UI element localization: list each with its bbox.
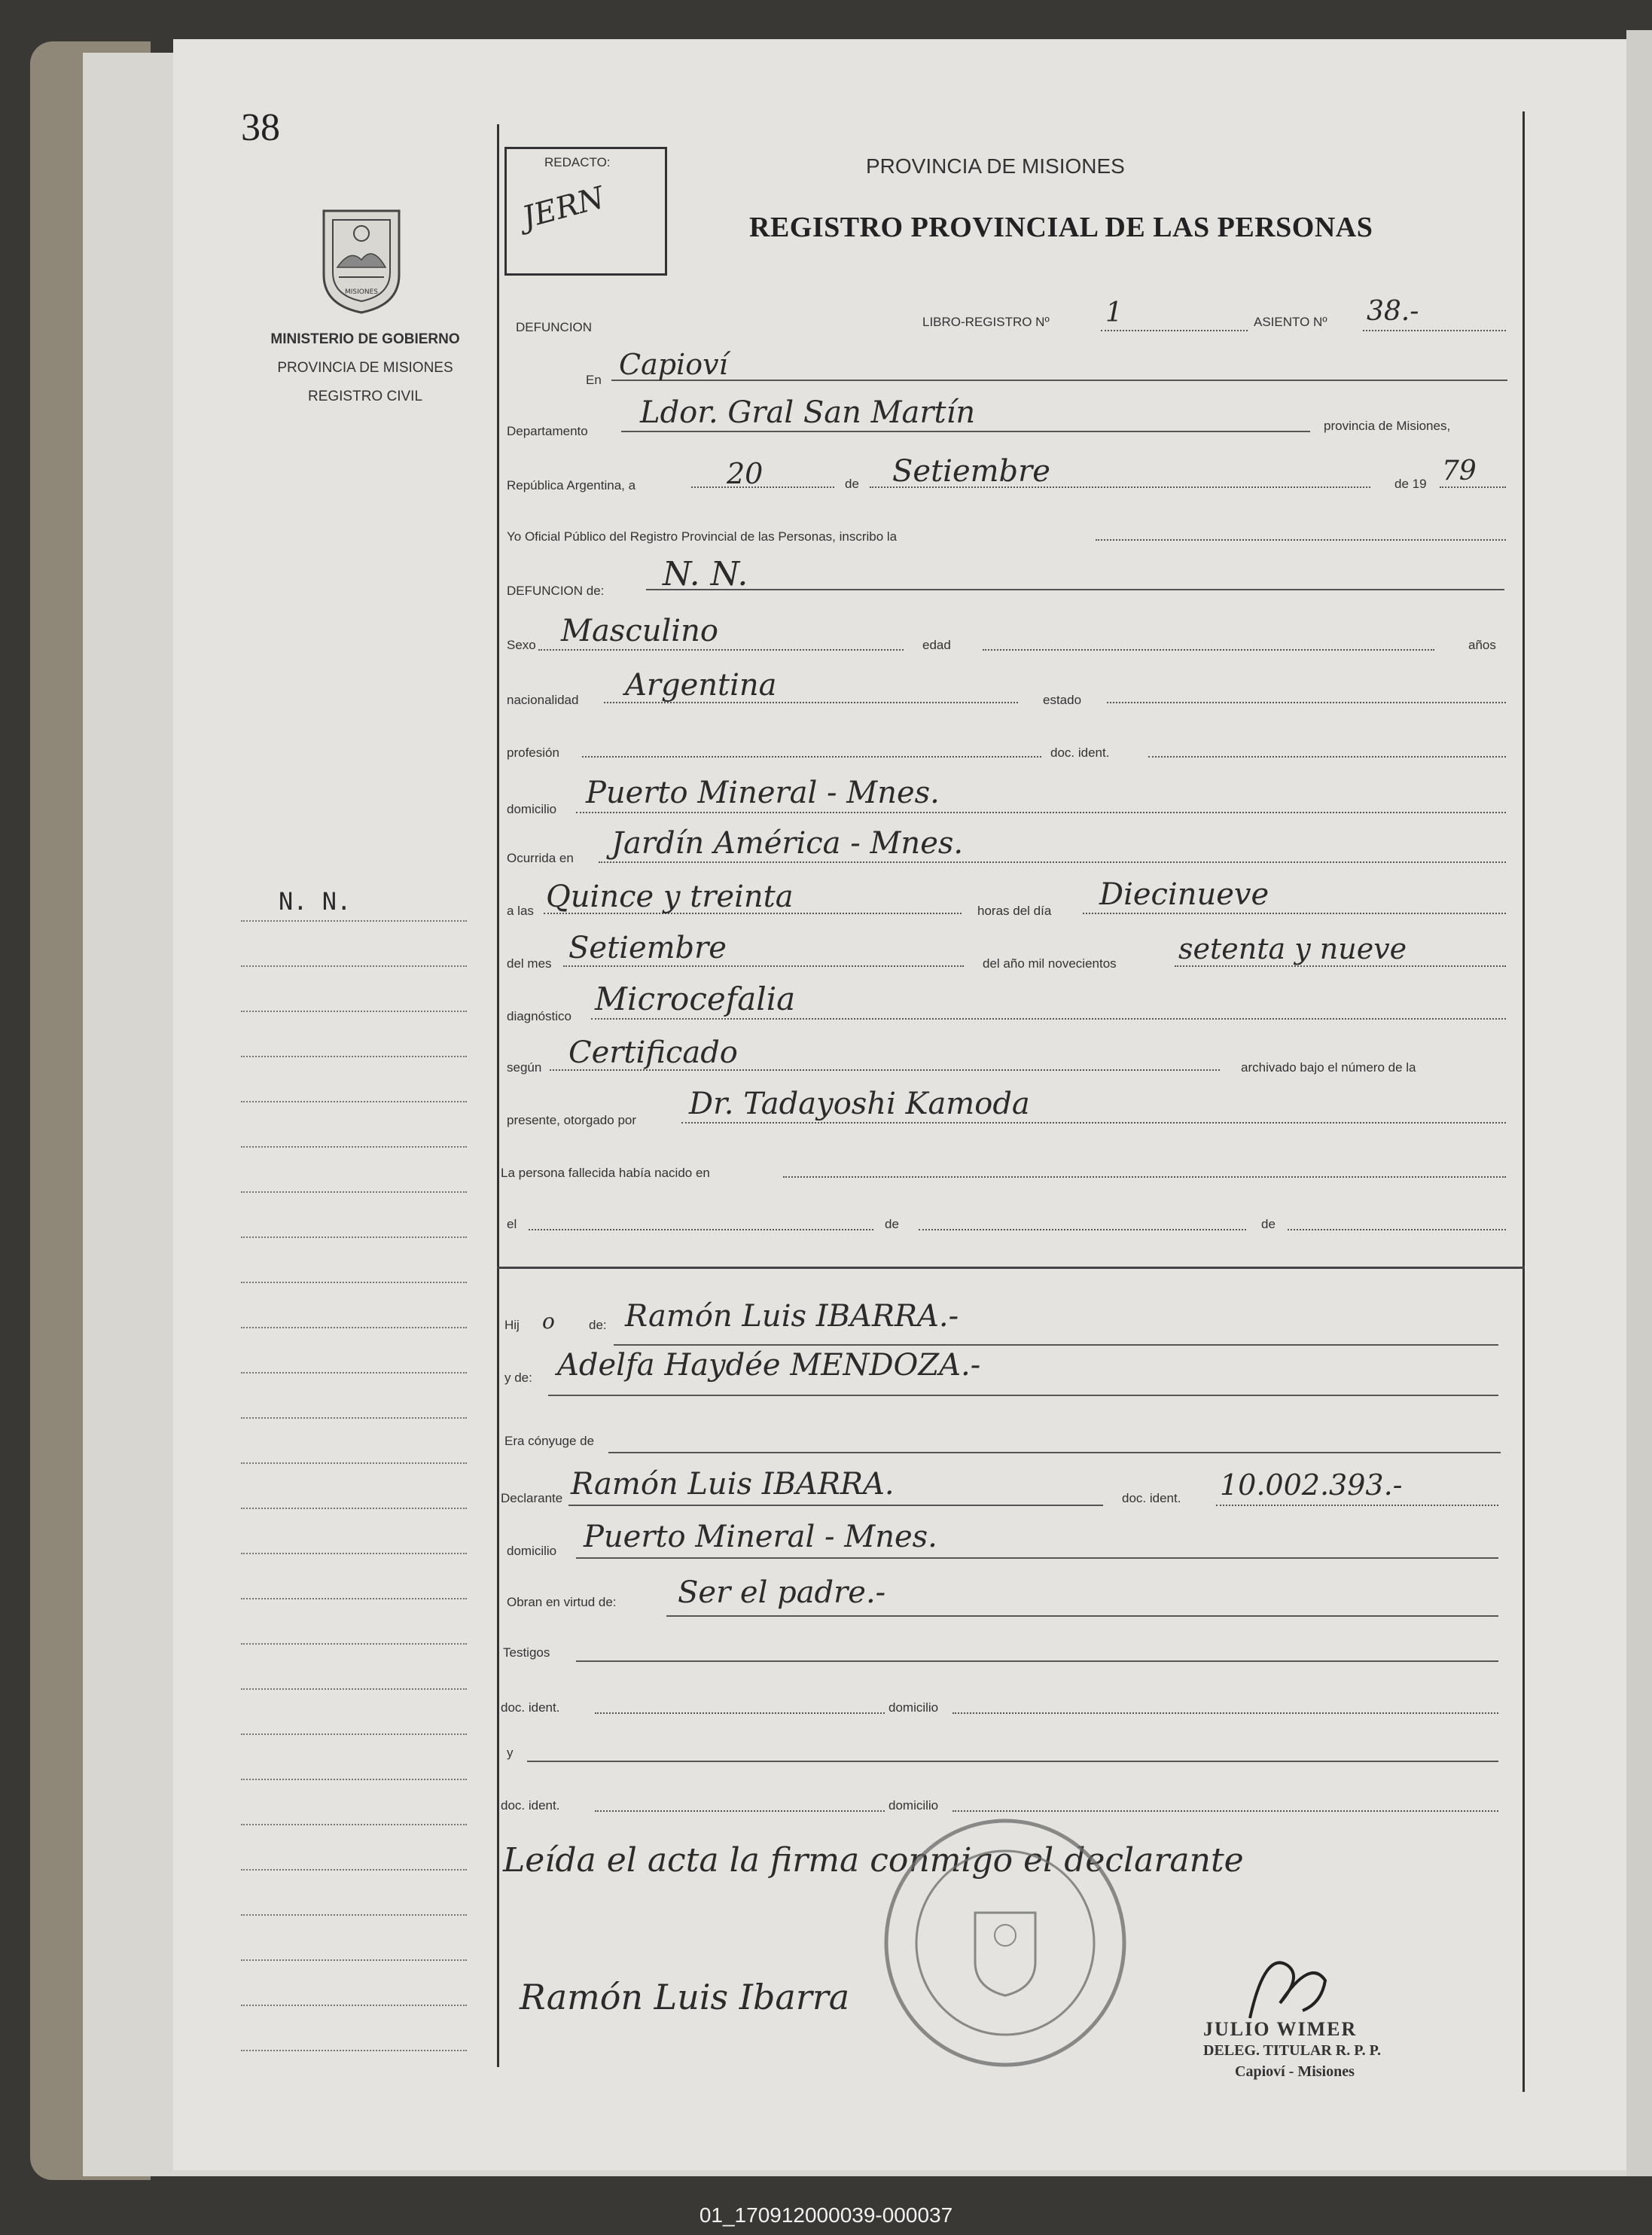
domicilio3-label: domicilio bbox=[888, 1700, 939, 1715]
presente-value: Dr. Tadayoshi Kamoda bbox=[689, 1087, 1030, 1121]
testigos-label: Testigos bbox=[503, 1645, 550, 1660]
obran-line bbox=[666, 1615, 1498, 1617]
redacto-box bbox=[504, 147, 667, 276]
ministry-name: MINISTERIO DE GOBIERNO bbox=[270, 331, 460, 347]
domicilio4-line bbox=[952, 1810, 1498, 1812]
defuncion-de-line bbox=[646, 589, 1504, 590]
declarante-line bbox=[568, 1505, 1103, 1506]
a-las-value: Quince y treinta bbox=[546, 880, 794, 914]
anio-line bbox=[1175, 965, 1506, 967]
margin-rule bbox=[241, 1327, 467, 1328]
record-type: DEFUNCION bbox=[516, 320, 593, 334]
domicilio2-line bbox=[576, 1557, 1498, 1559]
de-label-3: de bbox=[1261, 1217, 1276, 1231]
margin-rule bbox=[241, 1282, 467, 1283]
doc-ident2-label: doc. ident. bbox=[501, 1700, 560, 1715]
conyuge-label: Era cónyuge de bbox=[504, 1434, 595, 1448]
diagnostico-label: diagnóstico bbox=[507, 1009, 572, 1023]
en-line bbox=[611, 380, 1507, 381]
en-label: En bbox=[586, 373, 602, 387]
diagnostico-line bbox=[591, 1018, 1506, 1020]
margin-rule bbox=[241, 1236, 467, 1238]
nacido-month-line bbox=[919, 1229, 1246, 1230]
year-value: 79 bbox=[1442, 456, 1477, 486]
margin-rule bbox=[241, 1553, 467, 1554]
domicilio-value: Puerto Mineral - Mnes. bbox=[586, 776, 940, 810]
shield-label: MISIONES bbox=[344, 288, 379, 296]
official-place: Capioví - Misiones bbox=[1235, 2063, 1355, 2080]
horas-value: Diecinueve bbox=[1099, 877, 1269, 912]
margin-rule bbox=[241, 1869, 467, 1871]
margin-rule bbox=[241, 1011, 467, 1012]
y-de-line bbox=[548, 1395, 1498, 1396]
yo-oficial-text: Yo Oficial Público del Registro Provincial de las Personas, inscribo la bbox=[507, 529, 898, 544]
margin-rule bbox=[241, 1508, 467, 1509]
month-value: Setiembre bbox=[892, 454, 1050, 489]
de-label: de bbox=[845, 477, 859, 491]
doc-ident3-line bbox=[595, 1810, 885, 1812]
asiento-value: 38.- bbox=[1367, 296, 1419, 327]
declarante-doc-label: doc. ident. bbox=[1122, 1491, 1181, 1505]
registry-title: REGISTRO PROVINCIAL DE LAS PERSONAS bbox=[749, 212, 1373, 243]
y-de-value: Adelfa Haydée MENDOZA.- bbox=[557, 1348, 981, 1383]
official-name: JULIO WIMER bbox=[1203, 2018, 1358, 2040]
ocurrida-label: Ocurrida en bbox=[507, 851, 574, 865]
libro-label: LIBRO-REGISTRO Nº bbox=[922, 315, 1050, 329]
ministry-block bbox=[241, 331, 489, 417]
asiento-line bbox=[1363, 330, 1506, 331]
horas-line bbox=[1083, 913, 1506, 914]
margin-rule bbox=[241, 1824, 467, 1825]
redacto-value: JERN bbox=[518, 180, 608, 236]
hijo-suffix: o bbox=[542, 1309, 555, 1334]
anio-value: setenta y nueve bbox=[1178, 932, 1407, 965]
domicilio-line bbox=[576, 812, 1506, 813]
doc-ident2-line bbox=[595, 1712, 885, 1714]
day-value: 20 bbox=[727, 457, 764, 490]
closing-text: Leída el acta la firma conmigo el declarante bbox=[503, 1841, 1244, 1880]
del-mes-line bbox=[563, 965, 964, 967]
hijo-de-line bbox=[614, 1344, 1498, 1346]
official-title: DELEG. TITULAR R. P. P. bbox=[1203, 2042, 1381, 2059]
coat-of-arms-icon bbox=[316, 203, 407, 316]
presente-label: presente, otorgado por bbox=[507, 1113, 637, 1127]
form-right-rule bbox=[1522, 111, 1525, 2092]
y-de-label: y de: bbox=[504, 1371, 532, 1385]
profesion-label: profesión bbox=[507, 746, 559, 760]
margin-rule bbox=[241, 1191, 467, 1193]
domicilio-label: domicilio bbox=[507, 802, 557, 816]
ministry-province: PROVINCIA DE MISIONES bbox=[277, 360, 453, 376]
obran-label: Obran en virtud de: bbox=[507, 1595, 617, 1609]
margin-rule bbox=[241, 1056, 467, 1057]
defuncion-de-label: DEFUNCION de: bbox=[507, 584, 605, 598]
margin-rule bbox=[241, 920, 467, 922]
y-label: y bbox=[507, 1746, 514, 1760]
domicilio4-label: domicilio bbox=[888, 1798, 939, 1813]
hijo-label: Hij bbox=[504, 1318, 520, 1332]
next-page-edge bbox=[1626, 30, 1652, 2176]
nacionalidad-value: Argentina bbox=[625, 668, 777, 703]
section-divider bbox=[497, 1267, 1525, 1269]
presente-line bbox=[681, 1122, 1506, 1124]
margin-rule bbox=[241, 2050, 467, 2051]
nacido-line bbox=[783, 1176, 1506, 1178]
page-number: 38 bbox=[241, 106, 280, 149]
margin-rule bbox=[241, 1779, 467, 1780]
estado-line bbox=[1107, 702, 1506, 703]
ocurrida-value: Jardín América - Mnes. bbox=[611, 826, 964, 861]
asiento-label: ASIENTO Nº bbox=[1254, 315, 1327, 329]
domicilio3-line bbox=[952, 1712, 1498, 1714]
segun-value: Certificado bbox=[568, 1035, 738, 1070]
estado-label: estado bbox=[1043, 693, 1082, 707]
footer-caption: 01_170912000039-000037 bbox=[699, 2203, 953, 2227]
libro-value: 1 bbox=[1105, 297, 1123, 328]
yo-oficial-line bbox=[1096, 539, 1506, 541]
obran-value: Ser el padre.- bbox=[678, 1575, 886, 1610]
archivado-label: archivado bajo el número de la bbox=[1241, 1060, 1416, 1075]
sexo-label: Sexo bbox=[507, 638, 536, 652]
provincia-label: provincia de Misiones, bbox=[1324, 419, 1451, 433]
margin-rule bbox=[241, 1688, 467, 1690]
margin-rule bbox=[241, 1146, 467, 1148]
margin-rule bbox=[241, 1598, 467, 1599]
doc-ident-label: doc. ident. bbox=[1050, 746, 1110, 760]
departamento-value: Ldor. Gral San Martín bbox=[640, 395, 976, 430]
domicilio2-label: domicilio bbox=[507, 1544, 557, 1558]
del-mes-value: Setiembre bbox=[568, 931, 727, 965]
testigos-line bbox=[576, 1660, 1498, 1662]
margin-rule bbox=[241, 1417, 467, 1419]
doc-ident3-label: doc. ident. bbox=[501, 1798, 560, 1813]
republica-label: República Argentina, a bbox=[507, 478, 636, 492]
province-header: PROVINCIA DE MISIONES bbox=[866, 154, 1125, 178]
margin-rule bbox=[241, 1959, 467, 1961]
official-seal-icon bbox=[881, 1815, 1129, 2071]
year-prefix: de 19 bbox=[1394, 477, 1427, 491]
horas-label: horas del día bbox=[977, 904, 1052, 918]
declarante-doc-value: 10.002.393.- bbox=[1220, 1468, 1403, 1502]
margin-rule bbox=[241, 1101, 467, 1102]
y-line bbox=[527, 1761, 1498, 1762]
anio-label: del año mil novecientos bbox=[983, 956, 1117, 971]
declarante-doc-line bbox=[1216, 1505, 1498, 1506]
declarant-signature: Ramón Luis Ibarra bbox=[520, 1977, 850, 2017]
margin-note: N. N. bbox=[279, 887, 352, 916]
declarante-label: Declarante bbox=[501, 1491, 563, 1505]
libro-line bbox=[1101, 330, 1248, 331]
declarante-value: Ramón Luis IBARRA. bbox=[571, 1467, 895, 1502]
domicilio2-value: Puerto Mineral - Mnes. bbox=[584, 1520, 937, 1554]
diagnostico-value: Microcefalia bbox=[595, 980, 796, 1017]
de-label-2: de bbox=[885, 1217, 899, 1231]
hijo-de-label: de: bbox=[589, 1318, 607, 1332]
year-line bbox=[1440, 486, 1506, 488]
margin-rule bbox=[241, 1462, 467, 1464]
ocurrida-line bbox=[599, 861, 1506, 863]
edad-line bbox=[983, 649, 1434, 651]
doc-ident-line bbox=[1148, 756, 1506, 758]
en-value: Capioví bbox=[619, 348, 728, 381]
nacionalidad-label: nacionalidad bbox=[507, 693, 579, 707]
margin-rule bbox=[241, 1733, 467, 1735]
form-left-rule bbox=[497, 124, 499, 2067]
nacido-year-line bbox=[1288, 1229, 1506, 1230]
redacto-label: REDACTO: bbox=[544, 155, 611, 169]
ministry-registry: REGISTRO CIVIL bbox=[307, 389, 423, 404]
edad-label: edad bbox=[922, 638, 951, 652]
margin-rule bbox=[241, 1643, 467, 1645]
conyuge-line bbox=[608, 1452, 1501, 1453]
profesion-line bbox=[582, 756, 1041, 758]
departamento-line bbox=[621, 431, 1310, 432]
el-line bbox=[529, 1229, 873, 1230]
anos-label: años bbox=[1468, 638, 1496, 652]
sexo-line bbox=[538, 649, 904, 651]
margin-rule bbox=[241, 2005, 467, 2006]
hijo-de-value: Ramón Luis IBARRA.- bbox=[625, 1299, 959, 1334]
defuncion-de-value: N. N. bbox=[663, 555, 748, 593]
a-las-label: a las bbox=[507, 904, 534, 918]
nacido-label: La persona fallecida había nacido en bbox=[501, 1166, 710, 1180]
del-mes-label: del mes bbox=[507, 956, 552, 971]
departamento-label: Departamento bbox=[507, 424, 588, 438]
margin-rule bbox=[241, 1914, 467, 1916]
segun-label: según bbox=[507, 1060, 542, 1075]
el-label: el bbox=[507, 1217, 517, 1231]
margin-rule bbox=[241, 1372, 467, 1374]
sexo-value: Masculino bbox=[561, 614, 718, 648]
margin-rule bbox=[241, 965, 467, 967]
